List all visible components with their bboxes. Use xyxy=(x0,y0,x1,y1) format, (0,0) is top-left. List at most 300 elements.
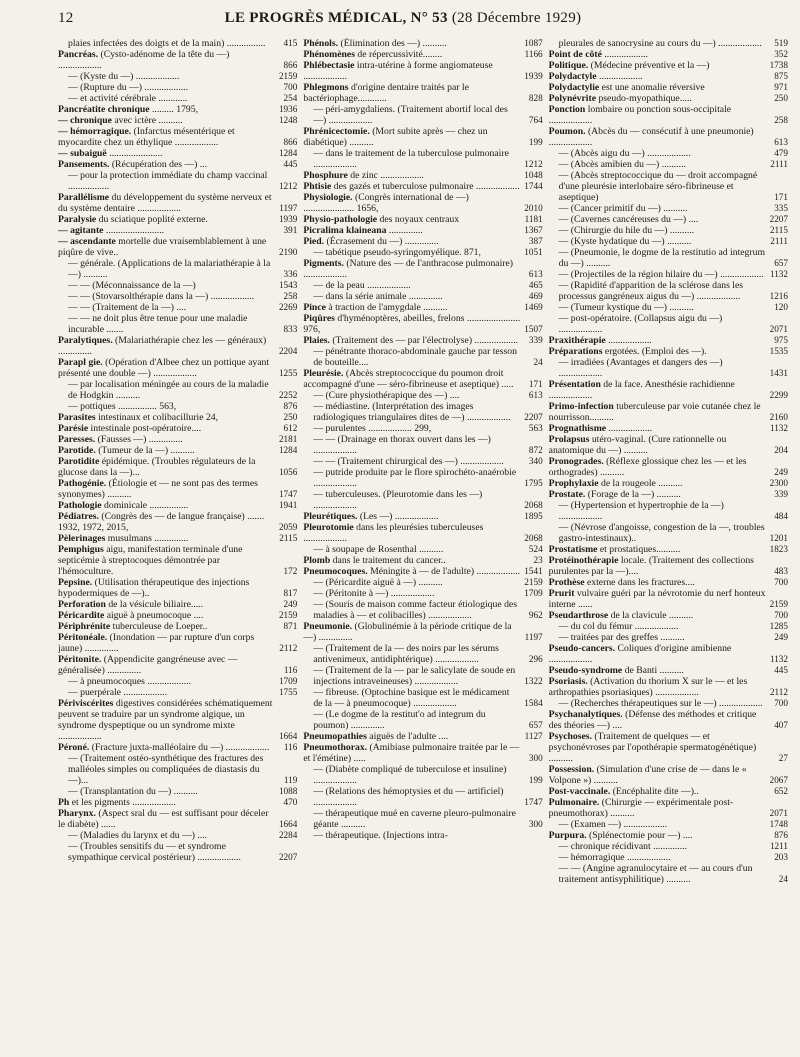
entry-text xyxy=(303,170,520,181)
index-entry xyxy=(303,225,542,236)
entry-description: lombaire ou ponction sous-occipitale .................. xyxy=(548,104,732,126)
entry-text xyxy=(549,126,766,148)
entry-keyword: Parapl gie. xyxy=(58,357,103,368)
entry-page-ref: 975 xyxy=(774,335,788,345)
entry-keyword: Praxithérapie xyxy=(548,335,606,346)
entry-text xyxy=(58,533,275,544)
entry-text xyxy=(58,698,275,742)
index-entry xyxy=(303,313,542,335)
entry-description: ......... 1795, xyxy=(152,104,199,115)
entry-description: ........................ xyxy=(105,225,165,236)
entry-text xyxy=(303,38,520,49)
index-entry xyxy=(549,819,788,830)
entry-description: (Abcès du — consécutif à une pneumonie) .................. xyxy=(548,126,754,148)
entry-page-ref: 612 xyxy=(283,423,298,433)
entry-text xyxy=(58,280,275,291)
entry-description: (Tumeur de la —) .......... xyxy=(98,445,195,456)
index-entry xyxy=(549,38,788,49)
entry-description: .................. xyxy=(608,335,652,346)
index-entry xyxy=(58,401,297,412)
entry-description: de la clavicule .......... xyxy=(610,610,694,621)
entry-text xyxy=(549,731,766,764)
entry-description: — (Maladies du larynx et du —) .... xyxy=(68,830,208,841)
index-entry xyxy=(58,291,297,302)
entry-text xyxy=(549,698,766,709)
entry-page-ref: 339 xyxy=(774,489,788,499)
entry-text xyxy=(549,170,766,203)
entry-page-ref: 871 xyxy=(283,621,298,631)
entry-description: (Aspect sral du — est suffisant pour déceler le diabète) ...... xyxy=(58,808,269,830)
entry-page-ref: 2159 xyxy=(769,599,788,609)
entry-description: — — (Traitement chirurgical des —) .................. xyxy=(313,456,504,467)
entry-description: .................. xyxy=(598,71,643,82)
entry-page-ref: 1755 xyxy=(278,687,298,697)
entry-description: — (Cure physiothérapique des —) .... xyxy=(313,390,460,401)
entry-page-ref: 1664 xyxy=(278,731,298,741)
entry-description: — (Pneumonie, le dogme de la restitutio ad integrum du —) .......... xyxy=(558,247,766,269)
index-entry xyxy=(58,280,297,291)
entry-keyword: Pseudo-cancers. xyxy=(548,643,616,654)
entry-description: — (Rupture du —) .................. xyxy=(68,82,189,93)
entry-description: dominicale ................ xyxy=(104,500,189,511)
index-entry xyxy=(58,698,297,742)
index-entry xyxy=(58,302,297,313)
entry-keyword: Prognathisme xyxy=(548,423,607,434)
entry-keyword: Parésie xyxy=(58,423,89,434)
entry-page-ref: 199 xyxy=(528,137,543,147)
entry-page-ref: 116 xyxy=(283,742,298,752)
entry-text xyxy=(58,753,275,786)
entry-description: avec ictère .......... xyxy=(114,115,183,126)
entry-keyword: Poumon. xyxy=(548,126,586,137)
entry-description: (Appendicite gangréneuse avec — généralisée) .............. xyxy=(58,654,238,676)
entry-description: épidémique. (Troubles régulateurs de la glucose dans la —)... xyxy=(58,456,256,478)
entry-description: intestinaux et colibacillurie 24, xyxy=(98,412,219,423)
entry-text xyxy=(58,401,275,412)
entry-text xyxy=(58,544,275,577)
entry-keyword: Polydactylie xyxy=(548,82,600,93)
index-entry xyxy=(58,115,297,126)
index-entry xyxy=(303,522,542,544)
entry-keyword: Phlegmons xyxy=(303,82,349,93)
entry-page-ref: 872 xyxy=(528,445,543,455)
entry-page-ref: 1367 xyxy=(524,225,543,235)
entry-description: — (Péritonite à —) .................. xyxy=(313,588,435,599)
index-entry xyxy=(58,434,297,445)
index-entry xyxy=(549,489,788,500)
index-entry xyxy=(549,610,788,621)
index-entry xyxy=(58,786,297,797)
index-entry xyxy=(549,49,788,60)
entry-page-ref: 258 xyxy=(774,115,788,125)
entry-page-ref: 335 xyxy=(774,203,788,213)
index-entry xyxy=(58,49,297,71)
entry-page-ref: 1469 xyxy=(524,302,543,312)
entry-keyword: Phosphure xyxy=(303,170,348,181)
entry-text xyxy=(303,687,520,709)
entry-page-ref: 1738 xyxy=(769,60,788,70)
entry-description: du sciatique poplité externe. xyxy=(98,214,208,225)
entry-text xyxy=(549,335,766,346)
index-entry xyxy=(549,830,788,841)
entry-description: .............. xyxy=(388,225,423,236)
entry-page-ref: 2207 xyxy=(524,412,543,422)
entry-description: (Encéphalite dite —).. xyxy=(612,786,699,797)
entry-description: (Congrès des — de langue française) ....... 1932, 1972, 2015, xyxy=(58,511,265,533)
entry-text xyxy=(303,302,520,313)
entry-page-ref: 833 xyxy=(283,324,298,334)
index-entry xyxy=(303,82,542,104)
entry-page-ref: 1132 xyxy=(769,423,788,433)
entry-keyword: Parasites xyxy=(58,412,96,423)
entry-keyword: Péritonite. xyxy=(58,654,102,665)
entry-description: ergotées. (Emploi des —). xyxy=(604,346,707,357)
entry-description: (Splénectomie pour —) .... xyxy=(589,830,693,841)
entry-description: — tuberculeuses. (Pleurotomie dans les —) .................. xyxy=(313,489,483,511)
entry-description: — (Traitement de la — par le salicylate de soude en injections intraveineuses) .................. xyxy=(313,665,516,687)
index-entry xyxy=(58,170,297,192)
entry-keyword: Physio-pathologie xyxy=(303,214,378,225)
entry-text xyxy=(549,247,766,269)
entry-page-ref: 2204 xyxy=(278,346,298,356)
entry-text xyxy=(303,247,520,258)
entry-description: — (Hypertension et hypertrophie de la —) .................. xyxy=(558,500,724,522)
index-entry xyxy=(58,214,297,225)
entry-text xyxy=(549,500,766,522)
entry-description: (Chirurgie — expérimentale post-pneumothorax) .......... xyxy=(548,797,734,819)
index-entry xyxy=(549,247,788,269)
entry-keyword: Pathologie xyxy=(58,500,102,511)
entry-description: (Simulation d'une crise de — dans le « Volpone ») .......... xyxy=(548,764,747,786)
entry-description: — (Névrose d'angoisse, congestion de la —, troubles gastro-intestinaux).. xyxy=(558,522,765,544)
index-entry xyxy=(303,456,542,467)
entry-text xyxy=(303,621,520,643)
entry-keyword: Piqûres xyxy=(303,313,335,324)
index-entry xyxy=(58,676,297,687)
entry-page-ref: 465 xyxy=(528,280,543,290)
index-entry xyxy=(303,368,542,390)
entry-text xyxy=(303,555,520,566)
entry-description: dans le traitement du cancer.. xyxy=(332,555,446,566)
entry-page-ref: 254 xyxy=(283,93,298,103)
entry-keyword: Picralima klaineana xyxy=(303,225,387,236)
entry-text xyxy=(303,225,520,236)
entry-text xyxy=(303,390,520,401)
entry-page-ref: 1197 xyxy=(279,203,298,213)
entry-text xyxy=(549,280,766,302)
index-entry xyxy=(58,632,297,654)
entry-text xyxy=(549,577,766,588)
entry-description: de zinc .................. xyxy=(350,170,424,181)
index-entry xyxy=(303,104,542,126)
entry-description: vulvaire guéri par la névrotomie du nerf honteux interne ...... xyxy=(548,588,766,610)
entry-text xyxy=(303,456,520,467)
entry-description: (Étiologie et — ne sont pas des termes synonymes) .......... xyxy=(58,478,258,500)
entry-text xyxy=(58,500,275,511)
entry-description: — tabétique pseudo-syringomyélique. 871, xyxy=(313,247,481,258)
entry-keyword: Paralytiques. xyxy=(58,335,113,346)
entry-description: — thérapeutique mué en caverne pleuro-pulmonaire géante .......... xyxy=(313,808,516,830)
index-entry xyxy=(58,456,297,478)
index-entry xyxy=(58,830,297,841)
entry-description: — (Tumeur kystique du —) .......... xyxy=(558,302,694,313)
entry-page-ref: 876 xyxy=(283,401,298,411)
index-entry xyxy=(303,148,542,170)
entry-text xyxy=(549,104,766,126)
index-entry xyxy=(303,192,542,214)
entry-page-ref: 1939 xyxy=(524,71,543,81)
entry-text xyxy=(58,434,275,445)
entry-page-ref: 2115 xyxy=(279,533,298,543)
index-entry xyxy=(303,687,542,709)
entry-text xyxy=(549,60,766,71)
entry-keyword: Prothèse xyxy=(548,577,585,588)
entry-description: — (Projectiles de la région hilaire du —) .................. xyxy=(558,269,764,280)
entry-page-ref: 866 xyxy=(283,137,298,147)
entry-text xyxy=(549,423,766,434)
entry-page-ref: 479 xyxy=(774,148,788,158)
issue-date: (28 Décembre 1929) xyxy=(451,10,582,26)
entry-keyword: Prurit xyxy=(548,588,575,599)
entry-text xyxy=(549,225,766,236)
page-header xyxy=(58,10,748,32)
entry-keyword: Pédiatres. xyxy=(58,511,99,522)
entry-description: musulmans .............. xyxy=(107,533,189,544)
entry-description: (Congrès international de —) ..................... 1656, xyxy=(303,192,469,214)
entry-text xyxy=(549,522,766,544)
entry-description: d'hyménoptères, abeilles, frelons ...................... 976, xyxy=(303,313,521,335)
index-entry xyxy=(303,577,542,588)
entry-description: (Fausses —) .............. xyxy=(97,434,183,445)
entry-text xyxy=(303,401,520,423)
entry-description: — (Diabète compliqué de tuberculose et insuline) .................. xyxy=(313,764,507,786)
entry-keyword: Ph xyxy=(58,797,70,808)
entry-keyword: Pulmonaire. xyxy=(548,797,600,808)
entry-page-ref: 1201 xyxy=(769,533,788,543)
entry-description: et les pigments .................. xyxy=(71,797,176,808)
index-entry xyxy=(58,610,297,621)
entry-keyword: Préparations xyxy=(548,346,603,357)
entry-description: — (Relations des hémoptysies et du — artificiel) .................. xyxy=(313,786,504,808)
entry-page-ref: 866 xyxy=(283,60,298,70)
entry-page-ref: 652 xyxy=(774,786,788,796)
entry-text xyxy=(58,104,275,115)
entry-description: (Les —) .................. xyxy=(359,511,439,522)
entry-page-ref: 249 xyxy=(774,467,788,477)
entry-description: — (Cavernes cancéreuses du —) .... xyxy=(558,214,699,225)
entry-text xyxy=(58,687,275,698)
entry-text xyxy=(549,302,766,313)
entry-page-ref: 1823 xyxy=(769,544,788,554)
entry-page-ref: 204 xyxy=(774,445,788,455)
entry-keyword: Pince xyxy=(303,302,326,313)
index-entry xyxy=(303,423,542,434)
index-entry xyxy=(303,390,542,401)
entry-text xyxy=(303,236,520,247)
entry-text xyxy=(58,313,275,335)
entry-page-ref: 172 xyxy=(283,566,298,576)
entry-description: — pottiques ................ 563, xyxy=(68,401,177,412)
entry-description: — (Kyste hydatique du —) .......... xyxy=(558,236,692,247)
entry-keyword: Politique. xyxy=(548,60,589,71)
entry-text xyxy=(549,159,766,170)
entry-page-ref: 2115 xyxy=(769,225,788,235)
entry-text xyxy=(58,236,275,258)
entry-text xyxy=(549,819,766,830)
entry-page-ref: 563 xyxy=(528,423,543,433)
entry-text xyxy=(58,742,275,753)
index-entry xyxy=(58,478,297,500)
index-entry xyxy=(303,742,542,764)
entry-page-ref: 1709 xyxy=(524,588,543,598)
entry-page-ref: 2159 xyxy=(278,71,298,81)
entry-keyword: Pneumonie. xyxy=(303,621,353,632)
entry-page-ref: 250 xyxy=(283,412,298,422)
entry-text xyxy=(303,148,520,170)
entry-text xyxy=(303,544,520,555)
entry-page-ref: 2299 xyxy=(769,390,788,400)
index-entry xyxy=(303,401,542,423)
entry-text xyxy=(549,665,766,676)
entry-keyword: Pied. xyxy=(303,236,325,247)
entry-description: — (Rapidité d'apparition de la sclérose dans les processus gangréneux aigus du —) .................. xyxy=(558,280,744,302)
entry-description: .................. xyxy=(604,49,648,60)
entry-keyword: Phtisie xyxy=(303,181,332,192)
index-entry xyxy=(549,269,788,280)
entry-text xyxy=(549,632,766,643)
entry-page-ref: 1197 xyxy=(524,632,543,642)
entry-page-ref: 199 xyxy=(528,775,543,785)
entry-description: — puerpérale .................. xyxy=(68,687,167,698)
index-entry xyxy=(549,148,788,159)
entry-text xyxy=(58,225,275,236)
entry-description: — purulentes .................. 299, xyxy=(313,423,432,434)
entry-text xyxy=(303,566,520,577)
index-entry xyxy=(549,346,788,357)
index-entry xyxy=(58,148,297,159)
entry-text xyxy=(549,434,766,456)
index-entry xyxy=(58,82,297,93)
index-entry xyxy=(549,632,788,643)
index-entry xyxy=(549,93,788,104)
index-entry xyxy=(549,313,788,335)
entry-description: — — (Drainage en thorax ouvert dans les —) .................. xyxy=(313,434,491,456)
entry-keyword: Prostate. xyxy=(548,489,586,500)
entry-text xyxy=(58,599,275,610)
entry-description: de la rougeole .......... xyxy=(600,478,683,489)
entry-text xyxy=(58,192,275,214)
entry-keyword: Périphrénite xyxy=(58,621,111,632)
entry-page-ref: 1285 xyxy=(769,621,788,631)
entry-text xyxy=(58,632,275,654)
entry-description: — fibreuse. (Optochine basique est le médicament de la — à pneumocoque) .................. xyxy=(313,687,510,709)
entry-keyword: Phénomènes xyxy=(303,49,355,60)
entry-text xyxy=(549,313,766,335)
entry-text xyxy=(549,621,766,632)
index-entry xyxy=(549,643,788,665)
entry-text xyxy=(303,731,520,742)
entry-text xyxy=(58,511,275,533)
entry-description: — irradiées (Avantages et dangers des —) .................. xyxy=(558,357,723,379)
index-entry xyxy=(58,93,297,104)
entry-description: — post-opératoire. (Collapsus aigu du —) .................. xyxy=(558,313,723,335)
entry-keyword: Polydactyle xyxy=(548,71,597,82)
entry-page-ref: 469 xyxy=(528,291,543,301)
index-entry xyxy=(58,753,297,786)
entry-page-ref: 2269 xyxy=(278,302,298,312)
index-entry xyxy=(58,621,297,632)
entry-text xyxy=(549,852,766,863)
entry-page-ref: 875 xyxy=(774,71,788,81)
entry-text xyxy=(303,368,520,390)
entry-description: — à pneumocoques .................. xyxy=(68,676,191,687)
entry-description: — hémorragique .................. xyxy=(558,852,671,863)
index-entry xyxy=(58,104,297,115)
entry-text xyxy=(549,203,766,214)
entry-text xyxy=(58,291,275,302)
index-entry xyxy=(303,126,542,148)
entry-description: tuberculeuse par voie cutanée chez le nourrisson.......... xyxy=(548,401,761,423)
entry-keyword: — chronique xyxy=(58,115,112,126)
entry-description: (Défense des méthodes et critique des théories —) .... xyxy=(548,709,757,731)
index-entry xyxy=(303,511,542,522)
index-entry xyxy=(303,258,542,280)
entry-text xyxy=(549,841,766,852)
entry-page-ref: 119 xyxy=(283,775,298,785)
entry-page-ref: 657 xyxy=(528,720,543,730)
index-entry xyxy=(58,225,297,236)
index-entry xyxy=(58,533,297,544)
entry-text xyxy=(303,280,520,291)
entry-page-ref: 1795 xyxy=(524,478,543,488)
entry-page-ref: 2284 xyxy=(278,830,298,840)
entry-page-ref: 764 xyxy=(528,115,543,125)
entry-text xyxy=(58,654,275,676)
entry-page-ref: 23 xyxy=(533,555,543,565)
index-entry xyxy=(549,544,788,555)
index-entry xyxy=(303,181,542,192)
index-entry xyxy=(303,544,542,555)
entry-keyword: Pseudo-syndrome xyxy=(548,665,623,676)
entry-text xyxy=(303,522,520,544)
entry-page-ref: 2071 xyxy=(769,324,788,334)
entry-page-ref: 657 xyxy=(774,258,788,268)
entry-description: — (Examen —) .................. xyxy=(558,819,668,830)
entry-description: (Inondation — par rupture d'un corps jaune) .............. xyxy=(58,632,255,654)
index-entry xyxy=(58,335,297,357)
entry-keyword: Polynévrite xyxy=(548,93,597,104)
entry-page-ref: 613 xyxy=(774,137,788,147)
entry-page-ref: 120 xyxy=(774,302,788,312)
entry-page-ref: 339 xyxy=(528,335,543,345)
index-entry xyxy=(58,841,297,863)
entry-description: — médiastine. (Interprétation des images radiologiques triangulaires dites de —) .................. xyxy=(313,401,511,423)
entry-description: — chronique récidivant .............. xyxy=(558,841,687,852)
entry-keyword: Paresses. xyxy=(58,434,96,445)
index-entry xyxy=(58,445,297,456)
entry-text xyxy=(303,764,520,786)
entry-page-ref: 519 xyxy=(774,38,788,48)
entry-page-ref: 250 xyxy=(774,93,788,103)
entry-page-ref: 1747 xyxy=(524,797,543,807)
index-entry xyxy=(58,192,297,214)
entry-description: (Utilisation thérapeutique des injections hypodermiques de —).. xyxy=(58,577,250,599)
index-entry xyxy=(58,511,297,533)
entry-text xyxy=(303,665,520,687)
entry-page-ref: 1744 xyxy=(524,181,543,191)
entry-text xyxy=(549,830,766,841)
entry-description: des gazés et tuberculose pulmonaire .................. xyxy=(333,181,520,192)
